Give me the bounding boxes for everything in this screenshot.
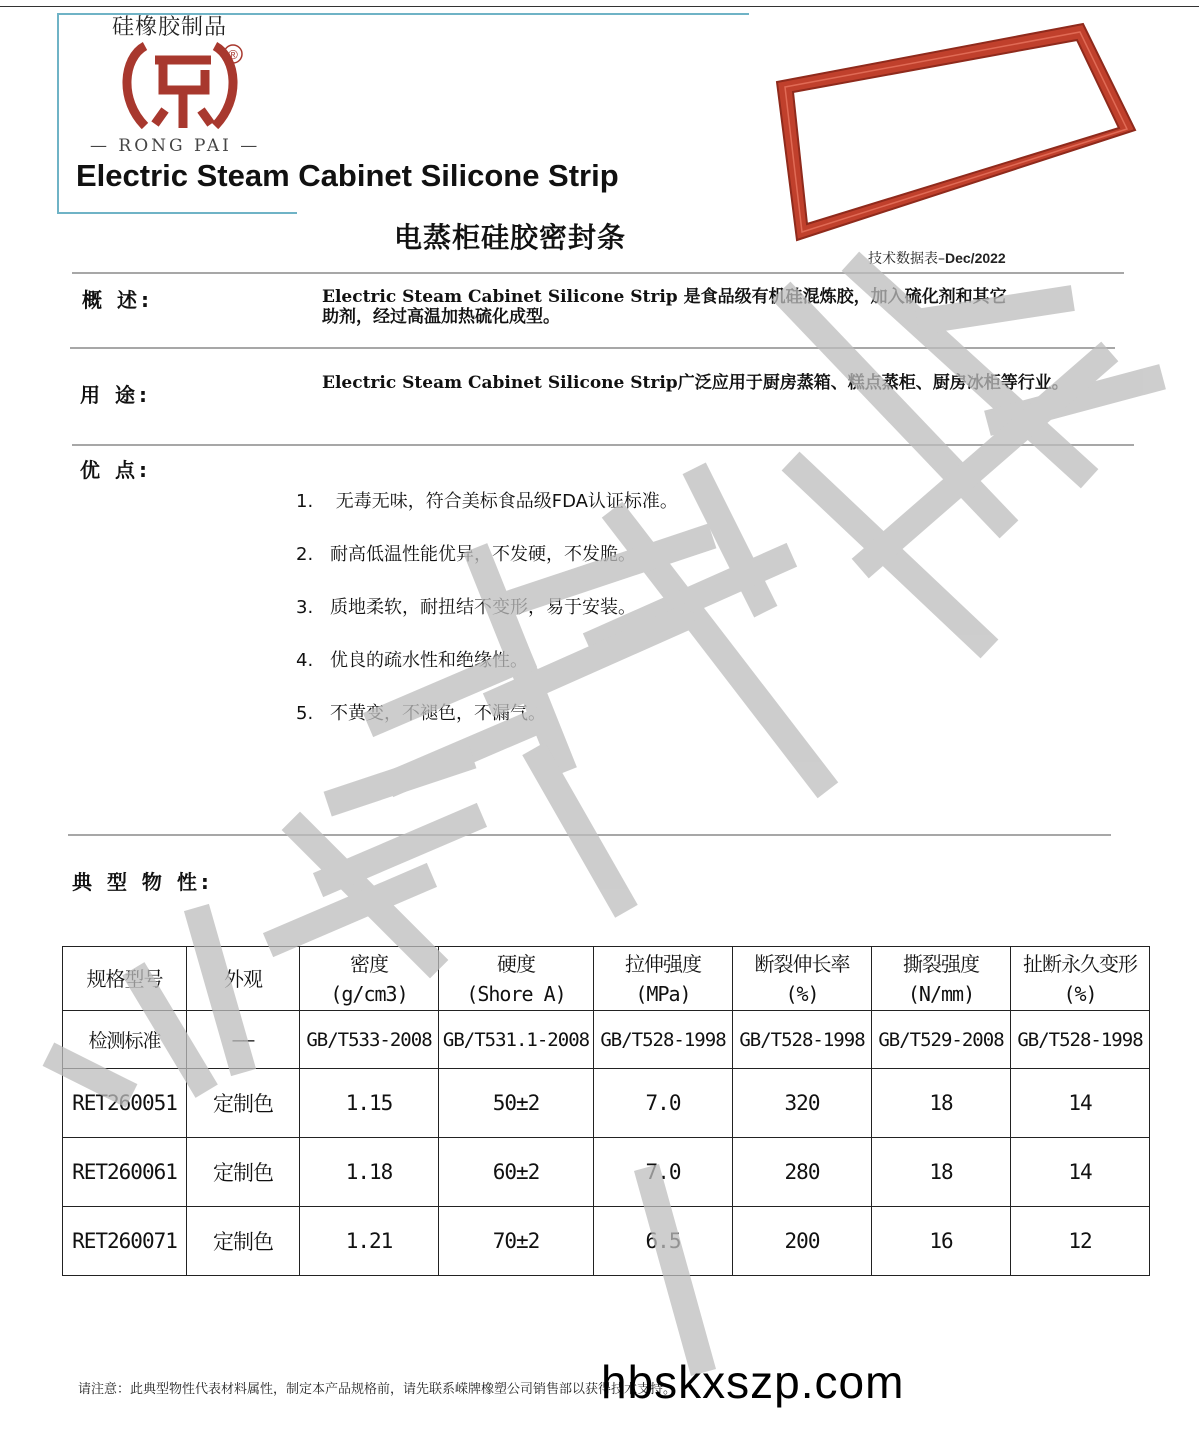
header-frame-bottom [57, 212, 297, 214]
advantage-number: 2. [296, 544, 314, 565]
divider [72, 444, 1134, 446]
table-cell: 18 [872, 1138, 1011, 1207]
header-cell [187, 947, 300, 1011]
brand-name-en: — RONG PAI — [90, 136, 261, 156]
divider [68, 834, 1111, 836]
table-cell: 7.0 [594, 1069, 733, 1138]
header-label: 扯断永久变形 [1023, 951, 1137, 976]
header-unit: (g/cm3) [330, 981, 408, 1006]
advantage-text: 无毒无味，符合美标食品级FDA认证标准。 [330, 491, 678, 512]
table-row [63, 1138, 1150, 1207]
header-label: 断裂伸长率 [754, 951, 850, 976]
advantage-text: 不黄变，不褪色，不漏气。 [330, 703, 546, 724]
usage-label: 用 途: [80, 383, 151, 407]
product-title-en: Electric Steam Cabinet Silicone Strip [76, 158, 619, 193]
advantages-list [296, 487, 678, 752]
header-cell [594, 947, 733, 1011]
product-image [755, 20, 1140, 248]
header-cell [63, 947, 187, 1011]
advantage-number: 4. [296, 650, 314, 671]
datasheet-label-text: 技术数据表– [868, 251, 945, 267]
website-watermark: hbskxszp.com [601, 1356, 905, 1408]
header-frame-left [57, 13, 59, 213]
company-logo [115, 40, 245, 132]
header-unit: (N/mm) [907, 981, 975, 1006]
advantage-item [296, 699, 678, 752]
table-cell: 1.15 [300, 1069, 439, 1138]
header-cell [439, 947, 594, 1011]
table-row [63, 1207, 1150, 1276]
header-unit: (Shore A) [466, 981, 566, 1006]
advantage-item [296, 646, 678, 699]
product-title-cn: 电蒸柜硅胶密封条 [394, 221, 627, 254]
table-cell: 6.5 [594, 1207, 733, 1276]
table-cell: RET260061 [63, 1138, 187, 1207]
registered-mark: ® [228, 47, 238, 62]
table-cell: 70±2 [439, 1207, 594, 1276]
table-cell: 280 [733, 1138, 872, 1207]
table-cell: 14 [1011, 1069, 1150, 1138]
table-cell: GB/T533-2008 [300, 1011, 439, 1069]
table-cell: 检测标准 [63, 1011, 187, 1069]
table-cell: GB/T528-1998 [1011, 1011, 1150, 1069]
header-label: 硬度 [497, 951, 535, 976]
table-cell: 16 [872, 1207, 1011, 1276]
table-cell: GB/T529-2008 [872, 1011, 1011, 1069]
table-cell: 320 [733, 1069, 872, 1138]
table-cell: 7.0 [594, 1138, 733, 1207]
header-cell [872, 947, 1011, 1011]
divider [70, 347, 1115, 349]
footer-note: 请注意：此典型物性代表材料属性，制定本产品规格前，请先联系嵘牌橡塑公司销售部以获得技术支持。 [78, 1382, 677, 1397]
advantage-item [296, 593, 678, 646]
datasheet-label [868, 248, 1006, 268]
header-label: 拉伸强度 [625, 951, 701, 976]
header-unit: (%) [785, 981, 819, 1006]
divider [72, 272, 1124, 274]
advantage-number: 5. [296, 703, 314, 724]
table-cell: 50±2 [439, 1069, 594, 1138]
advantages-label: 优 点: [80, 458, 151, 482]
table-cell: 18 [872, 1069, 1011, 1138]
advantage-number: 3. [296, 597, 314, 618]
header-label: 撕裂强度 [903, 951, 979, 976]
advantage-text: 耐高低温性能优异，不发硬，不发脆。 [330, 544, 636, 565]
overview-text-line2: 助剂，经过高温加热硫化成型。 [322, 307, 560, 327]
table-cell: GB/T528-1998 [733, 1011, 872, 1069]
table-cell: 12 [1011, 1207, 1150, 1276]
table-cell: 60±2 [439, 1138, 594, 1207]
header-cell [1011, 947, 1150, 1011]
brand-name-cn: 硅橡胶制品 [112, 15, 228, 40]
table-cell: 1.18 [300, 1138, 439, 1207]
table-cell: —— [187, 1011, 300, 1069]
header-cell [733, 947, 872, 1011]
table-cell: 14 [1011, 1138, 1150, 1207]
overview-label: 概 述: [82, 288, 153, 312]
overview-text-line1: Electric Steam Cabinet Silicone Strip 是食品级有机硅混炼胶，加入硫化剂和其它 [322, 287, 1007, 307]
table-cell: 定制色 [187, 1207, 300, 1276]
table-cell: 定制色 [187, 1138, 300, 1207]
table-cell: GB/T531.1-2008 [439, 1011, 594, 1069]
advantage-text: 优良的疏水性和绝缘性。 [330, 650, 528, 671]
header-cell [300, 947, 439, 1011]
header-label: 外观 [224, 966, 262, 991]
properties-label: 典 型 物 性: [72, 870, 213, 894]
header-unit: (MPa) [635, 981, 691, 1006]
table-cell: RET260051 [63, 1069, 187, 1138]
top-rule [0, 6, 1199, 7]
table-cell: RET260071 [63, 1207, 187, 1276]
advantage-item [296, 487, 678, 540]
table-cell: GB/T528-1998 [594, 1011, 733, 1069]
table-header-row [63, 947, 1150, 1011]
properties-table [62, 946, 1150, 1276]
usage-text: Electric Steam Cabinet Silicone Strip广泛应用于厨房蒸箱、糕点蒸柜、厨房冰柜等行业。 [322, 373, 1069, 393]
table-row [63, 1069, 1150, 1138]
table-cell: 定制色 [187, 1069, 300, 1138]
advantage-number: 1. [296, 491, 314, 512]
datasheet-date: Dec/2022 [945, 250, 1006, 266]
advantage-text: 质地柔软，耐扭结不变形，易于安装。 [330, 597, 636, 618]
header-label: 密度 [350, 951, 388, 976]
table-cell: 200 [733, 1207, 872, 1276]
header-unit: (%) [1063, 981, 1097, 1006]
advantage-item [296, 540, 678, 593]
header-label: 规格型号 [86, 966, 163, 991]
table-cell: 1.21 [300, 1207, 439, 1276]
table-standards-row [63, 1011, 1150, 1069]
